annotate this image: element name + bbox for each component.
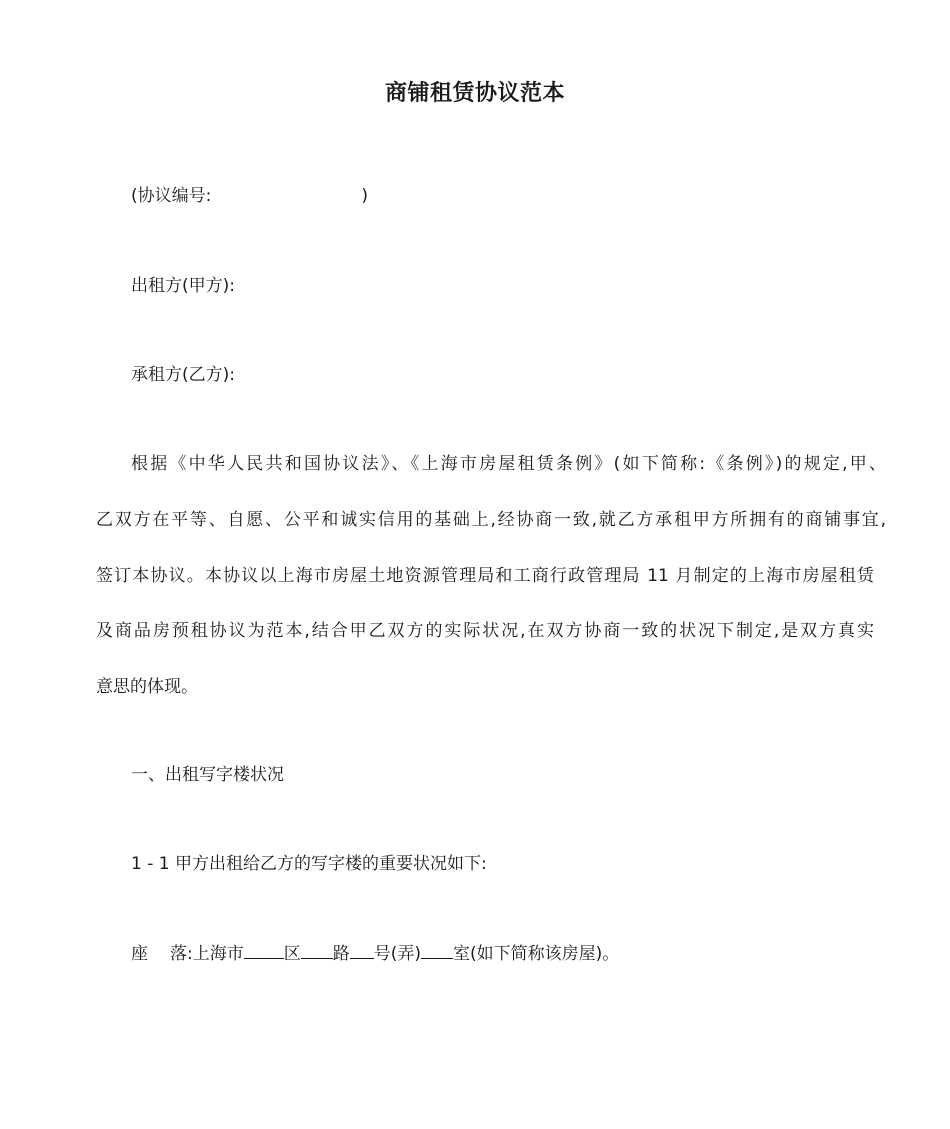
location-road: 路 <box>332 944 350 964</box>
location-room: 室(如下简称该房屋)。 <box>453 944 620 964</box>
location-line <box>131 941 619 966</box>
room-blank <box>421 941 453 959</box>
number-blank <box>350 941 374 959</box>
intro-paragraph-line-2: 乙双方在平等、自愿、公平和诚实信用的基础上,经协商一致,就乙方承租甲方所拥有的商铺事宜, <box>96 510 886 530</box>
intro-paragraph-line-3: 签订本协议。本协议以上海市房屋土地资源管理局和工商行政管理局 11 月制定的上海市房屋租赁 <box>96 566 874 586</box>
location-city: 上海市 <box>192 944 244 964</box>
lessor-label: 出租方(甲方): <box>131 276 235 296</box>
district-blank <box>244 941 284 959</box>
document-title: 商铺租赁协议范本 <box>384 81 565 106</box>
location-number: 号(弄) <box>373 944 421 964</box>
road-blank <box>301 941 333 959</box>
location-district: 区 <box>283 944 301 964</box>
section-1-heading: 一、出租写字楼状况 <box>131 765 284 785</box>
lessee-label: 承租方(乙方): <box>131 365 235 385</box>
intro-paragraph-line-4: 及商品房预租协议为范本,结合甲乙双方的实际状况,在双方协商一致的状况下制定,是双方真实 <box>96 621 874 641</box>
clause-1-1: 1 - 1 甲方出租给乙方的写字楼的重要状况如下: <box>131 854 487 874</box>
intro-paragraph-line-5: 意思的体现。 <box>96 677 198 697</box>
location-label-char-1: 座 <box>131 944 148 964</box>
location-label-char-2: 落: <box>170 944 193 964</box>
agreement-number-suffix: ) <box>361 186 369 206</box>
agreement-number-line <box>131 184 368 208</box>
intro-paragraph-line-1: 根据《中华人民共和国协议法》、《上海市房屋租赁条例》(如下简称:《条例》)的规定,甲、 <box>131 454 886 474</box>
agreement-number-prefix: (协议编号: <box>131 186 212 206</box>
